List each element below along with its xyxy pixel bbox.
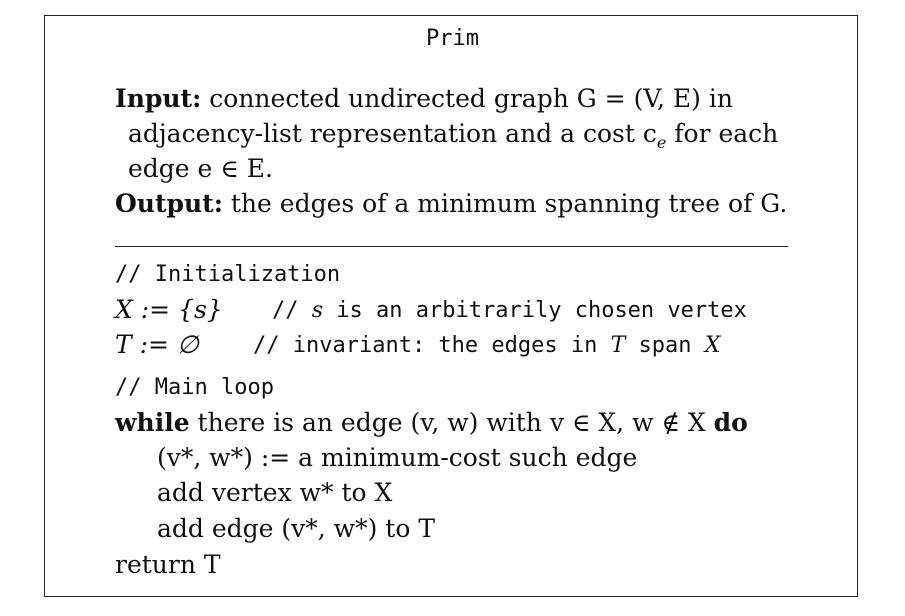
loop-body-1: (v*, w*) := a minimum-cost such edge: [157, 443, 638, 472]
main-loop-comment: // Main loop: [115, 375, 274, 400]
input-text-1: connected undirected graph G = (V, E) in: [209, 84, 733, 113]
cost-subscript: e: [656, 133, 667, 152]
while-keyword: while: [115, 408, 190, 437]
t-assign: T := ∅: [115, 330, 199, 359]
algorithm-title: Prim: [426, 26, 479, 51]
input-text-2: adjacency-list representation and a cost c: [128, 119, 657, 148]
while-line: [115, 408, 748, 438]
input-line-1: [115, 84, 733, 114]
output-label: Output:: [115, 189, 223, 218]
t-comment: // invariant: the edges in T span X: [253, 333, 721, 358]
loop-body-2: add vertex w* to X: [157, 478, 393, 507]
return-line: return T: [115, 550, 221, 579]
do-keyword: do: [713, 408, 748, 437]
init-comment: // Initialization: [115, 262, 341, 287]
while-condition: there is an edge (v, w) with v ∈ X, w ∉ X: [189, 408, 714, 437]
output-line: [115, 189, 787, 219]
input-text-2-end: for each: [666, 119, 779, 148]
x-comment: // s is an arbitrarily chosen vertex: [272, 298, 747, 323]
input-line-2: [128, 119, 778, 158]
input-line-3: [128, 154, 273, 184]
t-assign-line: [115, 330, 199, 360]
separator-rule: [115, 246, 788, 247]
loop-body-3: add edge (v*, w*) to T: [157, 514, 435, 543]
x-assign-line: [115, 295, 223, 325]
x-assign: X := {s}: [115, 295, 223, 324]
input-label: Input:: [115, 84, 202, 113]
input-text-3: edge e ∈ E.: [128, 154, 273, 183]
output-text: the edges of a minimum spanning tree of G.: [230, 189, 788, 218]
